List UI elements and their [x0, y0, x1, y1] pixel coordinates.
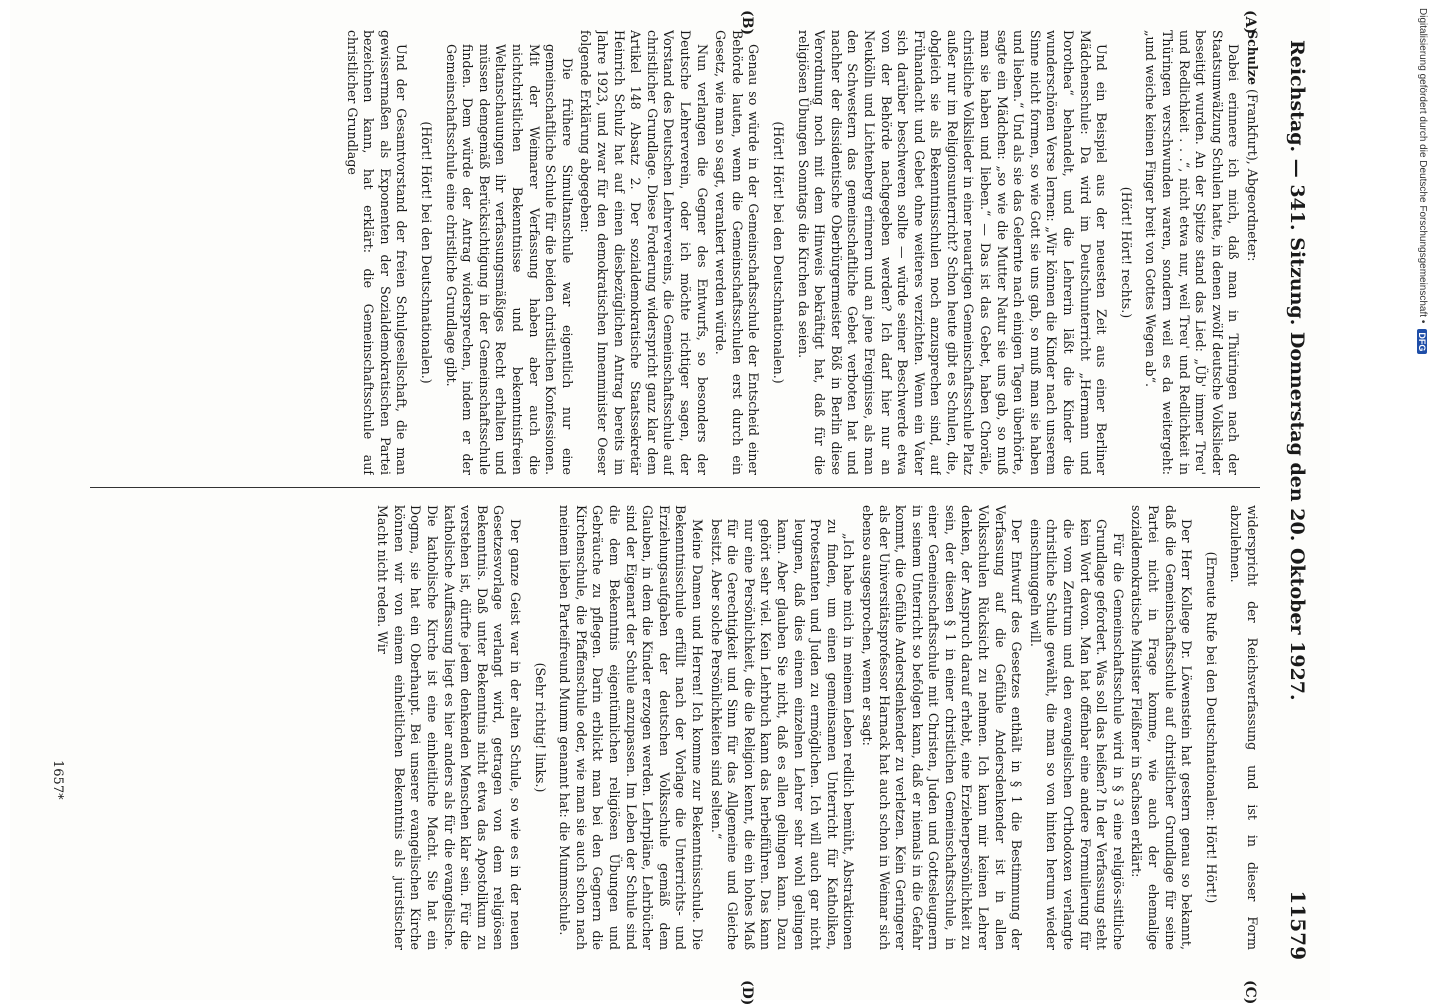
interjection: (Hört! Hört! bei den Deutschnationalen.) — [419, 121, 435, 384]
paragraph: Der ganze Geist war in der alten Schule, so wie es in der neuen Gesetzesvorlage verlangt wird, getragen von dem religiösen Bekenntnis. Daß unter Bekenntnis nicht etwa das Apostolikum zu verstehen ist, dürfte jedem denkenden Menschen klar sein. Für die katholische Auffassung liegt es hier anders als für die evangelische. Die katholische Kirche ist eine einheitliche Macht. Sie hat ein Dogma, sie hat ein Oberhaupt. Bei unserer evangelischen Kirche können wir von einem einheitlichen Bekenntnis als juristischer Macht nicht reden. Wir — [375, 505, 524, 950]
speaker-name: Schulze — [1245, 30, 1260, 86]
margin-mark-c: (C) — [1242, 980, 1258, 1005]
paragraph: Meine Damen und Herren! Ich komme zur Bekenntnisschule. Die Bekenntnisschule erfüllt nach der Vorlage die Unterrichts- und Erziehungsaufgaben der deutschen Volksschule gemäß dem Glauben, in dem die Kinder erzogen werden. Lehrpläne, Lehrbücher sind der Eigenart der Schule anzupassen. Im Leben der Schule sind die dem Bekenntnis eigentümlichen religiösen Übungen und Gebräuche zu pflegen. Darin erblickt man bei den Gegnern die Kirchenschule, die Pfaffenschule oder, wie man sie auch schon nach meinem lieben Parteifreund Mumm genannt hat: die Mummschule. — [557, 505, 705, 950]
paragraph: Dabei erinnere ich mich, daß man in Thüringen nach der Staatsumwälzung Schulen hatte, in denen zwölf deutsche Volkslieder beseitigt wurden. An der Spitze stand das Lied: „Üb' immer Treu' und Redlichkeit . . .“, nicht etwa nur, weil Treu' und Redlichkeit in Thüringen verschwunden waren, sondern weil es da weitergeht: „und weiche keinen Finger breit von Gottes Wegen ab“. — [1143, 30, 1242, 475]
credit-text: Digitalisierung gefördert durch die Deutsche Forschungsgemeinschaft • — [1417, 8, 1428, 324]
interjection: (Sehr richtig! links.) — [532, 662, 548, 793]
document-page — [10, 0, 1330, 1005]
running-head-title: Reichstag. — 341. Sitzung. Donnerstag den 20. Oktober 1927. — [1286, 40, 1308, 701]
interjection: (Hört! Hört! rechts.) — [1118, 186, 1134, 319]
margin-mark-d: (D) — [739, 980, 755, 1005]
speaker-line — [1243, 30, 1260, 475]
right-column — [90, 505, 1260, 950]
sheet-number: 1657* — [50, 760, 65, 800]
margin-mark-a: (A) — [1242, 10, 1258, 35]
left-column — [90, 30, 1260, 475]
paragraph: widerspricht der Reichsverfassung und ist in dieser Form abzulehnen. — [1228, 505, 1260, 950]
running-head — [1276, 40, 1310, 960]
paragraph: Der Entwurf des Gesetzes enthält in § 1 die Bestimmung der Verfassung auf die Gefühle Andersdenkender ist in allen Volksschulen Rücksicht zu nehmen. Ich kann mir keinen Lehrer denken, der Anspruch darauf erhebt, eine Erzieherpersönlichkeit zu sein, der diesen § 1 in einer christlichen Gemeinschaftsschule, in einer Gemeinschaftsschule mit Christen, Juden und Gottesleugnern in seinem Unterricht so befolgen kann, daß er niemals in die Gefahr kommt, die Gefühle Andersdenkender zu verletzen. Kein Geringerer als der Universitätsprofessor Harnack hat auch schon in Weimar sich ebenso ausgesprochen, wenn er sagt: — [859, 505, 1025, 950]
margin-mark-b: (B) — [739, 10, 755, 36]
column-divider — [90, 487, 1260, 488]
paragraph: Und der Gesamtvorstand der freien Schulgesellschaft, die man gewissermaßen als Exponenten der Sozialdemokratischen Partei bezeichnen kann, hat erklärt: die Gemeinschaftsschule auf christlicher Grundlage — [344, 30, 410, 475]
quotation: Die frühere Simultanschule war eigentlich nur eine gemeinschaftliche Schule für die beiden christlichen Konfessionen. Mit der Weimarer Verfassung haben aber auch die nichtchristlichen Bekenntnisse und bekenntnisfreien Weltanschauungen ihr verfassungsmäßiges Recht erhalten und müssen demgemäß Berücksichtigung in der Gemeinschaftsschule finden. Dem würde der Antrag widersprechen, indem er der Gemeinschaftsschule eine christliche Grundlage gibt. — [443, 44, 575, 475]
quotation: „Ich habe mich in meinem Leben redlich bemüht, Abstraktionen zu finden, um einen gemeinsamen Unterricht für Katholiken, Protestanten und Juden zu ermöglichen. Ich will auch gar nicht leugnen, daß dies einem einzelnen Lehrer sehr wohl gelingen kann. Aber glauben Sie nicht, daß es allen gelingen kann. Dazu gehört sehr viel. Kein Lehrbuch kann das herbeiführen. Das kann nur eine Persönlichkeit, die die Religion kennt, die ein hohes Maß für die Gerechtigkeit und Sinn für das Allgemeine und Gleiche besitzt. Aber solche Persönlichkeiten sind selten.“ — [708, 519, 857, 950]
paragraph: Nun verlangen die Gegner des Entwurfs, so besonders der Deutsche Lehrerverein, oder ich möchte richtiger sagen, der Vorstand des Deutschen Lehrervereins, die Gemeinschaftsschule auf christlicher Grundlage. Diese Forderung widerspricht ganz klar dem Artikel 148 Absatz 2. Der sozialdemokratische Staatssekretär Heinrich Schulz hat auf einen diesbezüglichen Antrag bereits im Jahre 1923, und zwar für den demokratischen Innenminister Oeser folgende Erklärung abgegeben: — [578, 30, 710, 475]
digitization-credit — [1417, 8, 1428, 354]
interjection: (Hört! Hört! bei den Deutschnationalen.) — [770, 121, 786, 384]
quotation: Für die Gemeinschaftsschule wird in § 3 eine religiös-sittliche Grundlage gefordert. Was soll das heißen? In der Verfassung steht kein Wort davon. Man hat offenbar eine andere Formulierung für die vom Zentrum und den evangelischen Orthodoxen verlangte christliche Schule gewählt, die man so von hinten herum wieder einschmuggeln will. — [1027, 519, 1126, 950]
paragraph: Genau so würde in der Gemeinschaftsschule der Entscheid einer Behörde lauten, wenn die Gemeinschaftsschulen erst durch ein Gesetz, wie man so sagt, verankert werden würde. — [713, 30, 762, 475]
interjection: (Erneute Rufe bei den Deutschnationalen: Hört! Hört!) — [1203, 551, 1219, 904]
paragraph: Und ein Beispiel aus der neuesten Zeit aus einer Berliner Mädchenschule: Da wird im Deutschunterricht „Hermann und Dorothea“ behandelt, und die Lehrerin läßt die Kinder die wunderschönen Verse lernen: „Wir können die Kinder nach unserem Sinne nicht formen, so wie Gott sie uns gab, so muß man sie haben und lieben.“ Und als sie das Gelernte nach einigen Tagen überhörte, sagte ein Mädchen: „so wie die Mutter Natur sie uns gab, so muß man sie haben und lieben.“ — Das ist das Gebet, haben Choräle, christliche Volkslieder in einer neuartigen Gemeinschaftsschule Platz außer nur im Religionsunterricht? Schon heute gibt es Schulen, die, obgleich sie als Bekenntnisschulen noch anzusprechen sind, auf Frühandacht und Gebet ohne weiteres verzichten. Wenn ein Vater sich darüber beschweren sollte — würde seiner Beschwerde etwa von der Behörde nachgegeben werden? Ich darf hier nur an Neukölln und Lichtenberg erinnern und an jene Ereignisse, als man den Schwestern das gemeinschaftliche Gebet verboten hat und nachher der dissidentische Oberbürgermeister Böß in Berlin diese Verordnung noch mit dem Hinweis bekräftigt hat, daß für die religiösen Übungen Sonntags die Kirchen da seien. — [795, 30, 1110, 475]
paragraph: Der Herr Kollege Dr. Löwenstein hat gestern genau so bekannt, daß die Gemeinschaftsschule auf christlicher Grundlage für seine Partei nicht in Frage komme, wie auch der ehemalige sozialdemokratische Minister Fleißner in Sachsen erklärt: — [1129, 505, 1195, 950]
page-number: 11579 — [1286, 890, 1310, 960]
dfg-logo: DFG — [1418, 329, 1428, 354]
speaker-role: (Frankfurt), Abgeordneter: — [1245, 89, 1260, 262]
